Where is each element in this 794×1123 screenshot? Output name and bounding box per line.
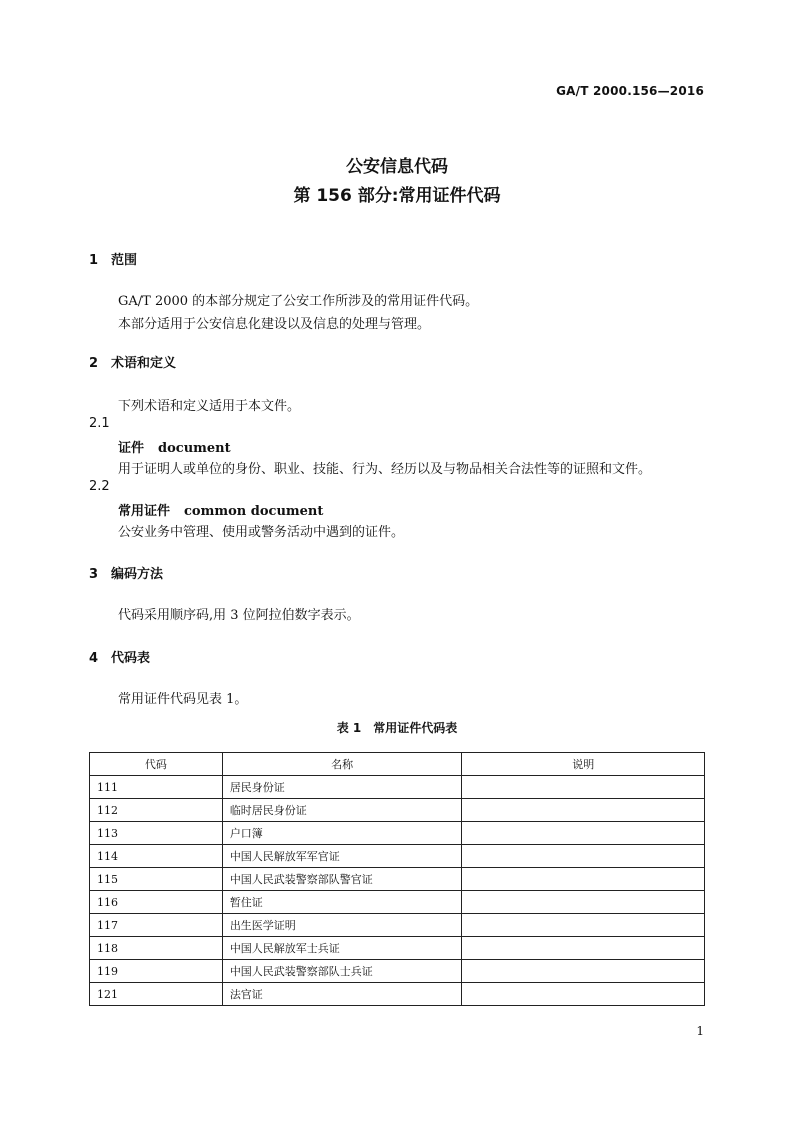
document-title: 公安信息代码 <box>346 157 448 177</box>
section-number: 4 <box>89 651 99 666</box>
standard-number: GA/T 2000.156—2016 <box>556 84 704 98</box>
section-number: 2 <box>89 356 99 371</box>
cell-name: 户口簿 <box>222 822 462 845</box>
document-subtitle: 第 156 部分:常用证件代码 <box>293 186 501 206</box>
table-row <box>90 960 705 983</box>
cell-code: 117 <box>90 914 223 937</box>
paragraph: 代码采用顺序码,用 3 位阿拉伯数字表示。 <box>118 608 360 623</box>
term-en: document <box>158 441 231 456</box>
cell-name: 法官证 <box>222 983 462 1006</box>
cell-note <box>462 937 705 960</box>
term-en: common document <box>184 504 324 519</box>
cell-code: 115 <box>90 868 223 891</box>
cell-name: 中国人民解放军军官证 <box>222 845 462 868</box>
term-definition: 用于证明人或单位的身份、职业、技能、行为、经历以及与物品相关合法性等的证照和文件。 <box>118 462 652 477</box>
table-row <box>90 937 705 960</box>
paragraph: 本部分适用于公安信息化建设以及信息的处理与管理。 <box>118 317 431 332</box>
section-number: 3 <box>89 567 99 582</box>
term-entry <box>118 437 231 456</box>
header-code: 代码 <box>90 753 223 776</box>
section-heading-terms <box>89 352 176 371</box>
page-number: 1 <box>696 1024 704 1038</box>
table-row <box>90 822 705 845</box>
cell-name: 临时居民身份证 <box>222 799 462 822</box>
paragraph: 下列术语和定义适用于本文件。 <box>118 399 301 414</box>
term-entry <box>118 500 323 519</box>
term-number: 2.2 <box>89 479 110 494</box>
cell-note <box>462 914 705 937</box>
table-row <box>90 776 705 799</box>
header-name: 名称 <box>222 753 462 776</box>
table-row <box>90 868 705 891</box>
table-row <box>90 845 705 868</box>
cell-note <box>462 891 705 914</box>
cell-note <box>462 799 705 822</box>
section-heading-coding <box>89 563 163 582</box>
table-caption: 表 1 常用证件代码表 <box>336 721 458 735</box>
cell-note <box>462 868 705 891</box>
section-heading-scope <box>89 249 137 268</box>
header-note: 说明 <box>462 753 705 776</box>
cell-code: 112 <box>90 799 223 822</box>
cell-code: 121 <box>90 983 223 1006</box>
section-title: 编码方法 <box>111 567 164 582</box>
cell-note <box>462 845 705 868</box>
cell-name: 居民身份证 <box>222 776 462 799</box>
cell-note <box>462 776 705 799</box>
paragraph: 常用证件代码见表 1。 <box>118 692 248 707</box>
cell-note <box>462 960 705 983</box>
cell-name: 暂住证 <box>222 891 462 914</box>
cell-name: 中国人民解放军士兵证 <box>222 937 462 960</box>
table-row <box>90 983 705 1006</box>
table-header-row <box>90 753 705 776</box>
term-zh: 常用证件 <box>118 504 171 519</box>
cell-code: 111 <box>90 776 223 799</box>
section-number: 1 <box>89 253 99 268</box>
term-number: 2.1 <box>89 416 110 431</box>
paragraph: GA/T 2000 的本部分规定了公安工作所涉及的常用证件代码。 <box>118 294 479 309</box>
cell-code: 118 <box>90 937 223 960</box>
section-title: 代码表 <box>111 651 151 666</box>
cell-note <box>462 983 705 1006</box>
cell-name: 出生医学证明 <box>222 914 462 937</box>
table-row <box>90 799 705 822</box>
table-row <box>90 914 705 937</box>
section-title: 范围 <box>111 253 138 268</box>
cell-code: 114 <box>90 845 223 868</box>
cell-code: 113 <box>90 822 223 845</box>
term-definition: 公安业务中管理、使用或警务活动中遇到的证件。 <box>118 525 405 540</box>
table-row <box>90 891 705 914</box>
cell-name: 中国人民武装警察部队士兵证 <box>222 960 462 983</box>
cell-code: 119 <box>90 960 223 983</box>
section-heading-code-table <box>89 647 150 666</box>
cell-note <box>462 822 705 845</box>
cell-name: 中国人民武装警察部队警官证 <box>222 868 462 891</box>
section-title: 术语和定义 <box>111 356 177 371</box>
code-table <box>89 752 705 1006</box>
term-zh: 证件 <box>118 441 145 456</box>
cell-code: 116 <box>90 891 223 914</box>
